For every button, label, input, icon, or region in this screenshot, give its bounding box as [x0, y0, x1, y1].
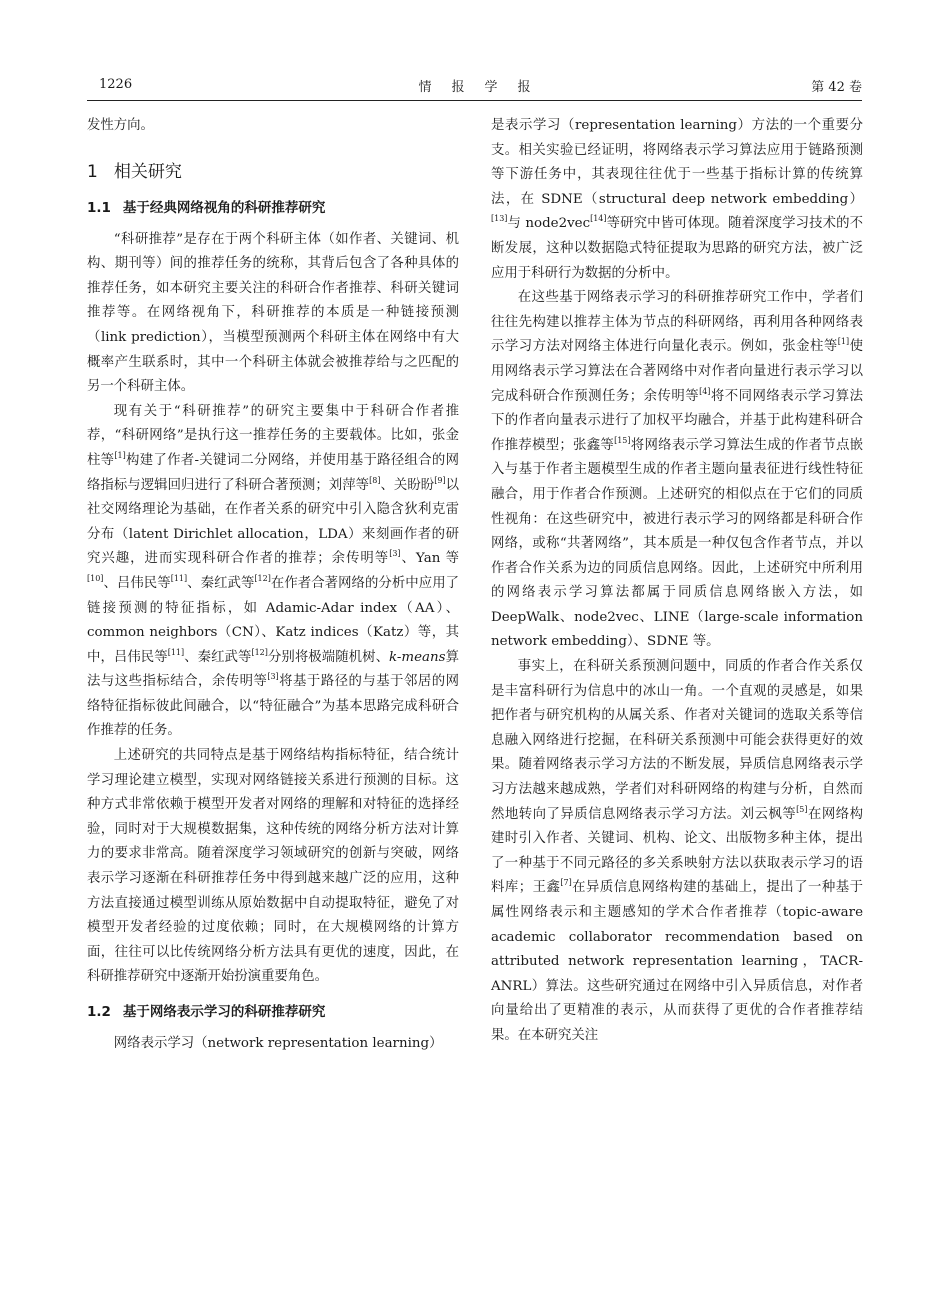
paragraph: 事实上，在科研关系预测问题中，同质的作者合作关系仅是丰富科研行为信息中的冰山一角。一个直观的灵感是，如果把作者与研究机构的从属关系、作者对关键词的选取关系等信息融入网络进行挖掘，在科研关系预测中可能会获得更好的效果。随着网络表示学习方法的不断发展，异质信息网络表示学习方法越来越成熟，学者们对科研网络的构建与分析，自然而然地转向了异质信息网络表示学习方法。刘云枫等[5]在网络构建时引入作者、关键词、机构、论文、出版物多种主体，提出了一种基于不同元路径的多关系映射方法以获取表示学习的语料库；王鑫[7]在异质信息网络构建的基础上，提出了一种基于属性网络表示和主题感知的学术合作者推荐（topic-aware academic collaborator recommendation based on attributed network representation learning，TACR-ANRL）算法。这些研究通过在网络中引入异质信息，对作者向量给出了更精准的表示，从而获得了更优的合作者推荐结果。在本研究关注 — [491, 659, 864, 1043]
paragraph: “科研推荐”是存在于两个科研主体（如作者、关键词、机构、期刊等）间的推荐任务的统称，其背后包含了各种具体的推荐任务，如本研究主要关注的科研合作者推荐、科研关键词推荐等。在网络视角下，科研推荐的本质是一种链接预测（link prediction），当模型预测两个科研主体在网络中有大概率产生联系时，其中一个科研主体就会被推荐给与之匹配的另一个科研主体。 — [87, 231, 459, 395]
citation: [12] — [254, 573, 271, 583]
citation: [4] — [699, 386, 711, 396]
subsection-title: 基于经典网络视角的科研推荐研究 — [122, 199, 326, 216]
journal-name: 情报学报 — [418, 80, 551, 95]
subsection-number: 1.2 — [87, 1004, 111, 1020]
subsection-heading-1-2 — [87, 1000, 459, 1024]
citation: [12] — [251, 647, 268, 657]
citation: [13] — [491, 214, 508, 224]
subsection-number: 1.1 — [87, 199, 111, 216]
citation: [11] — [167, 647, 185, 657]
paragraph: 现有关于“科研推荐”的研究主要集中于科研合作者推荐，“科研网络”是执行这一推荐任务的主要载体。比如，张金柱等[1]构建了作者-关键词二分网络，并使用基于路径组合的网络指标与逻辑回归进行了科研合著预测；刘萍等[8]、关盼盼[9]以社交网络理论为基础，在作者关系的研究中引入隐含狄利克雷分布（latent Dirichlet allocation，LDA）来刻画作者的研究兴趣，进而实现科研合作者的推荐；余传明等[3]、Yan 等[10]、吕伟民等[11]、秦红武等[12]在作者合著网络的分析中应用了链接预测的特征指标，如 Adamic-Adar index（AA）、common neighbors（CN）、Katz indices（Katz）等，其中，吕伟民等[11]、秦红武等[12]分别将极端随机树、k-means算法与这些指标结合，余传明等[3]将基于路径的与基于邻居的网络特征指标彼此间融合，以“特征融合”为基本思路完成科研合作推荐的任务。 — [87, 403, 460, 739]
section-number: 1 — [87, 161, 98, 182]
citation: [14] — [590, 214, 607, 224]
citation: [3] — [267, 672, 279, 682]
citation: [11] — [170, 573, 188, 583]
citation: [9] — [434, 475, 446, 485]
italic-term: k-means — [389, 649, 446, 665]
paragraph: 在这些基于网络表示学习的科研推荐研究工作中，学者们往往先构建以推荐主体为节点的科研网络，再利用各种网络表示学习方法对网络主体进行向量化表示。例如，张金柱等[1]使用网络表示学习算法在合著网络中对作者向量进行表示学习以完成科研合作预测任务；余传明等[4]将不同网络表示学习算法下的作者向量表示进行了加权平均融合，并基于此构建科研合作推荐模型；张鑫等[15]将网络表示学习算法生成的作者节点嵌入与基于作者主题模型生成的作者主题向量表征进行线性特征融合，用于作者合作预测。上述研究的相似点在于它们的同质性视角：在这些研究中，被进行表示学习的网络都是科研合作网络，或称“共著网络”，其本质是一种仅包含作者节点，并以作者合作关系为边的同质信息网络。因此，上述研究中所利用的网络表示学习算法都属于同质信息网络嵌入方法，如 DeepWalk、node2vec、LINE（large-scale information network embedding）、SDNE 等。 — [491, 290, 864, 650]
paragraph-continuation: 是表示学习（representation learning）方法的一个重要分支。相关实验已经证明，将网络表示学习算法应用于链路预测等下游任务中，其表现往往优于一些基于指标计算的传统算法，在 SDNE（structural deep network embedding）[13]与 node2vec[14]等研究中皆可体现。随着深度学习技术的不断发展，这种以数据隐式特征提取为思路的研究方法，被广泛应用于科研行为数据的分析中。 — [491, 118, 864, 281]
volume-label: 第 42 卷 — [811, 80, 862, 95]
citation: [1] — [837, 337, 850, 347]
paragraph-continuation: 发性方向。 — [87, 118, 154, 133]
paragraph: 网络表示学习（network representation learning） — [113, 1036, 443, 1051]
citation: [1] — [114, 450, 126, 460]
section-title: 相关研究 — [113, 161, 182, 182]
left-column — [87, 114, 459, 1057]
citation: [7] — [560, 878, 572, 888]
paragraph: 上述研究的共同特点是基于网络结构指标特征，结合统计学习理论建立模型，实现对网络链接关系进行预测的目标。这种方式非常依赖于模型开发者对网络的理解和对特征的选择经验，同时对于大规模数据集，这种传统的网络分析方法对计算力的要求非常高。随着深度学习领域研究的创新与突破，网络表示学习逐渐在科研推荐任务中得到越来越广泛的应用，这种方法直接通过模型训练从原始数据中自动提取特征，避免了对模型开发者经验的过度依赖；同时，在大规模网络的计算方面，往往可以比传统网络分析方法具有更优的速度，因此，在科研推荐研究中逐渐开始扮演重要角色。 — [87, 748, 459, 985]
subsection-heading-1-1 — [87, 196, 459, 220]
right-column — [491, 114, 863, 1049]
section-heading — [87, 161, 459, 183]
citation: [3] — [389, 549, 401, 559]
citation: [5] — [796, 804, 808, 814]
running-header — [87, 70, 862, 101]
citation: [15] — [614, 435, 631, 445]
subsection-title: 基于网络表示学习的科研推荐研究 — [122, 1004, 326, 1020]
page-number: 1226 — [99, 77, 133, 92]
citation: [10] — [87, 573, 104, 583]
citation: [8] — [369, 475, 381, 485]
